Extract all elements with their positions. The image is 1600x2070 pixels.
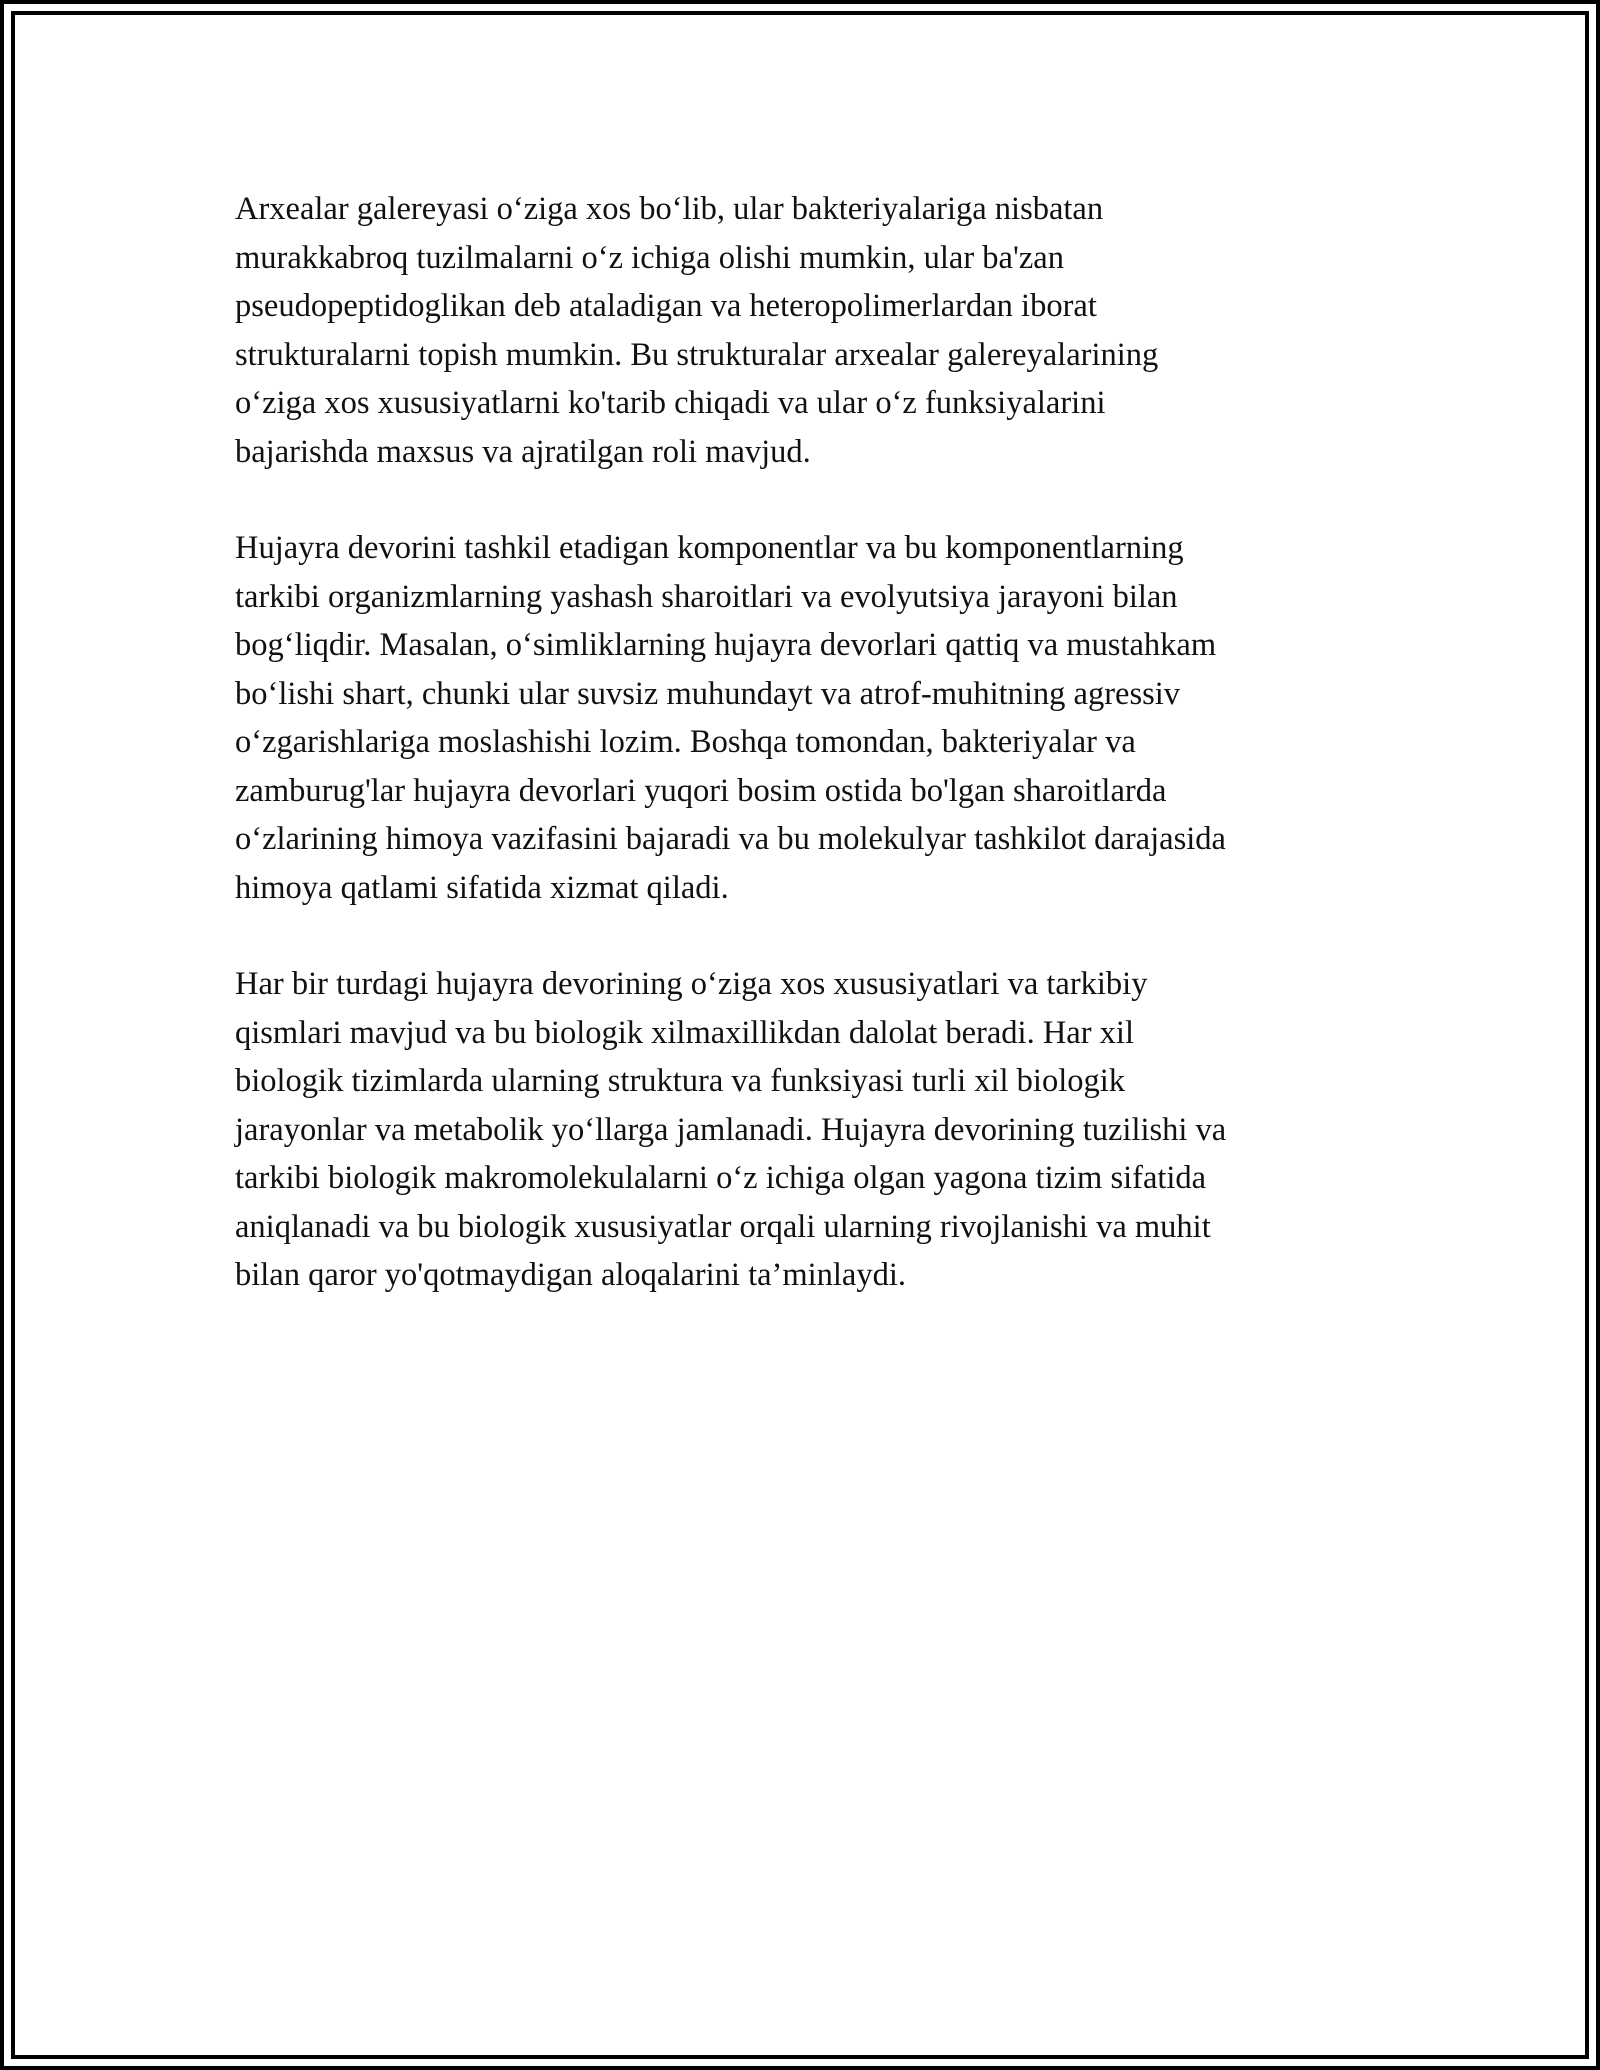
paragraph-cell-wall-diversity: Har bir turdagi hujayra devorining o‘ziga xos xususiyatlari va tarkibiy qismlari mavjud va bu biologik xilmaxillikdan dalolat beradi. Har xil biologik tizimlarda ularning struktura va funksiyasi turli xil biologik jarayonlar va metabolik yo‘llarga jamlanadi. Hujayra devorining tuzilishi va tarkibi biologik makromolekulalarni o‘z ichiga olgan yagona tizim sifatida aniqlanadi va bu biologik xususiyatlar orqali ularning rivojlanishi va muhit bilan qaror yo'qotmaydigan aloqalarini ta’minlaydi. — [235, 966, 1227, 1293]
paragraph-cell-wall-components: Hujayra devorini tashkil etadigan komponentlar va bu komponentlarning tarkibi organizmlarning yashash sharoitlari va evolyutsiya jarayoni bilan bog‘liqdir. Masalan, o‘simliklarning hujayra devorlari qattiq va mustahkam bo‘lishi shart, chunki ular suvsiz muhundayt va atrof-muhitning agressiv o‘zgarishlariga moslashishi lozim. Boshqa tomondan, bakteriyalar va zamburug'lar hujayra devorlari yuqori bosim ostida bo'lgan sharoitlarda o‘zlarining himoya vazifasini bajaradi va bu molekulyar tashkilot darajasida himoya qatlami sifatida xizmat qiladi. — [235, 530, 1226, 906]
paragraph-archaea-walls: Arxealar galereyasi o‘ziga xos bo‘lib, ular bakteriyalariga nisbatan murakkabroq tuzilmalarni o‘z ichiga olishi mumkin, ular ba'zan pseudopeptidoglikan deb ataladigan va heteropolimerlardan iborat strukturalarni topish mumkin. Bu strukturalar arxealar galereyalarining o‘ziga xos xususiyatlarni ko'tarib chiqadi va ular o‘z funksiyalarini bajarishda maxsus va ajratilgan roli mavjud. — [235, 191, 1159, 470]
document-body — [235, 185, 1370, 1348]
